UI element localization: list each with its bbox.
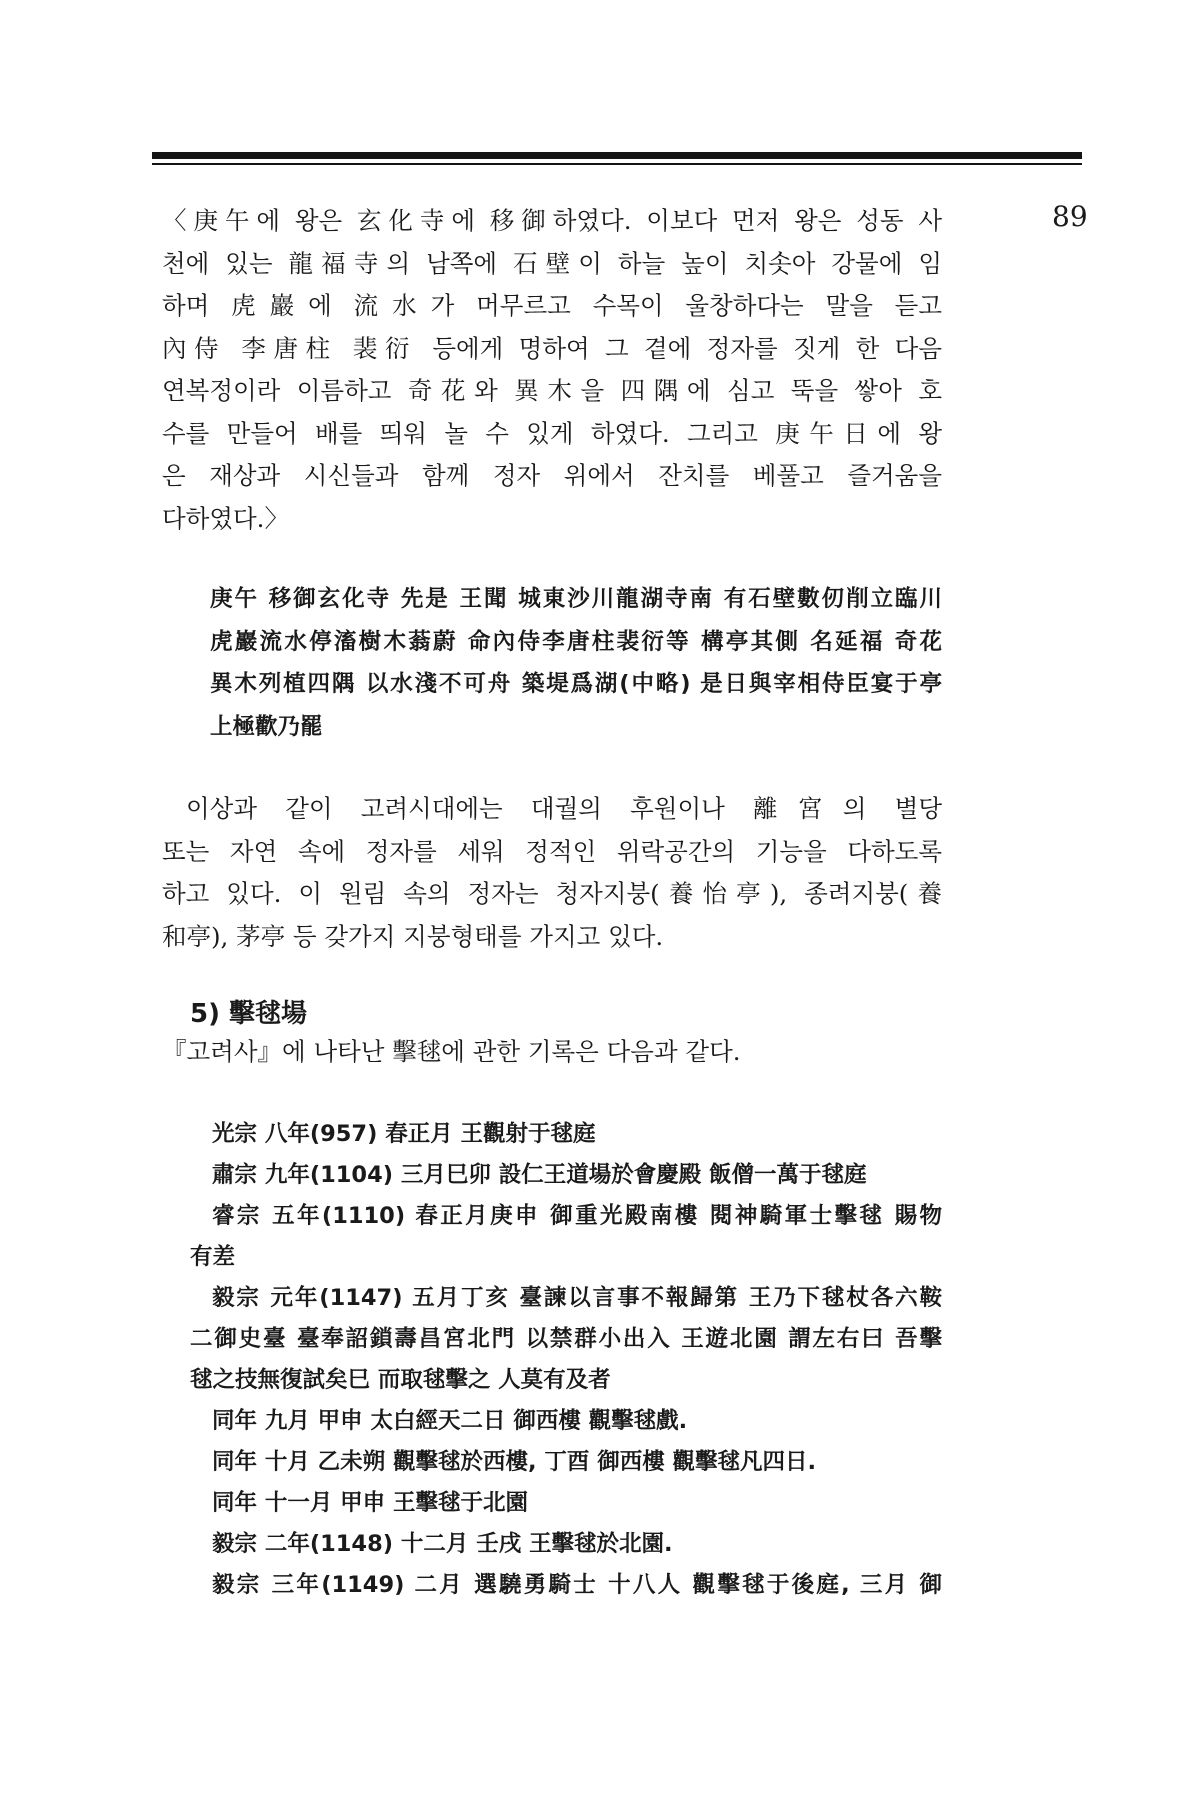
text-line: 和亭), 茅亭 등 갖가지 지붕형태를 가지고 있다.	[162, 921, 664, 951]
section-intro: 『고려사』에 나타난 擊毬에 관한 기록은 다음과 같다.	[162, 1037, 741, 1066]
header-rule-thick	[152, 152, 1082, 159]
chronicle-entry-line: 毅宗 三年(1149) 二月 選驍勇騎士 十八人 觀擊毬于後庭, 三月 御	[212, 1572, 942, 1598]
chronicle-entry-line: 二御史臺 臺奉詔鎖壽昌宮北門 以禁群小出入 王遊北園 謂左右曰 吾擊	[190, 1326, 942, 1352]
chronicle-entry-line: 毅宗 二年(1148) 十二月 壬戌 王擊毬於北園.	[212, 1531, 673, 1557]
page-number: 89	[1052, 200, 1088, 233]
chronicle-entry-line: 光宗 八年(957) 春正月 王觀射于毬庭	[212, 1121, 596, 1147]
text-line: 다하였다.〉	[162, 503, 289, 533]
quote-line: 虎巖流水停滀樹木蓊蔚 命內侍李唐柱裴衍等 構亭其側 名延福 奇花	[210, 628, 942, 655]
text-line: 內侍 李唐柱 裴衍 등에게 명하여 그 곁에 정자를 짓게 한 다음	[162, 333, 942, 363]
chronicle-entry-line: 毬之技無復試矣巳 而取毬擊之 人莫有及者	[190, 1367, 611, 1393]
chronicle-entry-line: 睿宗 五年(1110) 春正月庚申 御重光殿南樓 閱神騎軍士擊毬 賜物	[212, 1203, 942, 1229]
text-line: 이상과 같이 고려시대에는 대궐의 후원이나 離宮의 별당	[186, 794, 942, 823]
text-line: 하고 있다. 이 원림 속의 정자는 청자지붕(養怡亭), 종려지붕(養	[162, 879, 942, 908]
chronicle-entry-line: 同年 十一月 甲申 王擊毬于北園	[212, 1490, 529, 1516]
page-body	[162, 200, 942, 1606]
paragraph-translation	[162, 200, 942, 540]
quote-line: 庚午 移御玄化寺 先是 王聞 城東沙川龍湖寺南 有石壁數仞削立臨川	[210, 586, 942, 612]
text-line: 하며 虎巖에 流水가 머무르고 수목이 울창하다는 말을 듣고	[162, 291, 942, 320]
chronicle-entry-line: 有差	[190, 1244, 236, 1270]
chronicle-entry-line: 同年 十月 乙未朔 觀擊毬於西樓, 丁酉 御西樓 觀擊毬凡四日.	[212, 1449, 817, 1475]
quote-line: 上極歡乃罷	[210, 713, 323, 740]
text-line: 연복정이라 이름하고 奇花와 異木을 四隅에 심고 뚝을 쌓아 호	[162, 376, 942, 405]
quote-line: 異木列植四隅 以水淺不可舟 築堤爲湖(中略) 是日與宰相侍臣宴于亭	[210, 671, 942, 697]
text-line: 〈庚午에 왕은 玄化寺에 移御하였다. 이보다 먼저 왕은 성동 사	[162, 206, 942, 235]
chronicle-entry-line: 毅宗 元年(1147) 五月丁亥 臺諫以言事不報歸第 王乃下毬杖各六鞍	[212, 1285, 942, 1311]
paragraph-summary	[162, 788, 942, 958]
chronicle-entries	[190, 1114, 942, 1606]
header-rule-thin	[152, 163, 1082, 165]
classical-quote-block	[210, 578, 942, 748]
section-heading: 5) 擊毬場	[190, 999, 308, 1029]
chronicle-entry-line: 同年 九月 甲申 太白經天二日 御西樓 觀擊毬戲.	[212, 1408, 688, 1434]
text-line: 수를 만들어 배를 띄워 놀 수 있게 하였다. 그리고 庚午日에 왕	[162, 418, 942, 448]
chronicle-entry-line: 肅宗 九年(1104) 三月巳卯 設仁王道場於會慶殿 飯僧一萬于毬庭	[212, 1162, 867, 1188]
text-line: 또는 자연 속에 정자를 세워 정적인 위락공간의 기능을 다하도록	[162, 836, 942, 866]
text-line: 천에 있는 龍福寺의 남쪽에 石壁이 하늘 높이 치솟아 강물에 임	[162, 248, 942, 278]
text-line: 은 재상과 시신들과 함께 정자 위에서 잔치를 베풀고 즐거움을	[162, 461, 942, 490]
